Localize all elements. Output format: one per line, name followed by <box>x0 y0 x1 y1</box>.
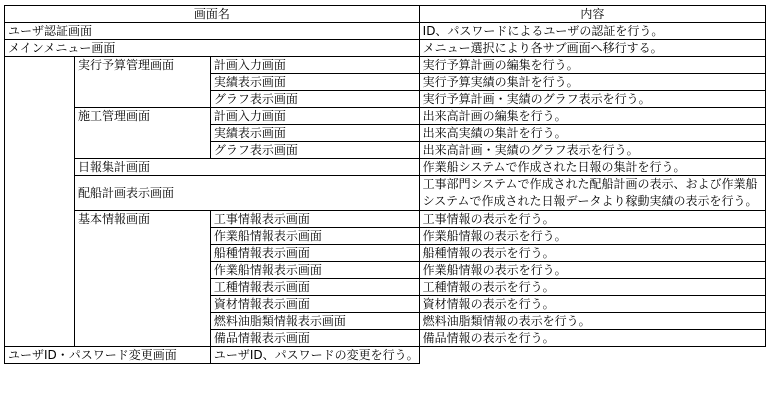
sub-screen-name-cell: グラフ表示画面 <box>210 91 419 108</box>
group-name-cell: 実行予算管理画面 <box>74 57 210 108</box>
group-name-cell: 基本情報画面 <box>74 211 210 347</box>
description-cell: 燃料油脂類情報の表示を行う。 <box>419 313 765 330</box>
table-row <box>5 23 766 40</box>
sub-screen-name-cell: 実績表示画面 <box>210 74 419 91</box>
description-cell: メニュー選択により各サブ画面へ移行する。 <box>419 40 765 57</box>
description-cell: 実行予算計画の編集を行う。 <box>419 57 765 74</box>
group-name-cell: ユーザID・パスワード変更画面 <box>5 347 211 364</box>
description-cell: 出来高実績の集計を行う。 <box>419 125 765 142</box>
description-cell: 作業船システムで作成された日報の集計を行う。 <box>419 159 765 176</box>
group-name-cell: 施工管理画面 <box>74 108 210 159</box>
description-cell: ID、パスワードによるユーザの認証を行う。 <box>419 23 765 40</box>
sub-screen-name-cell: 作業船情報表示画面 <box>210 228 419 245</box>
table-row <box>5 211 766 228</box>
screen-name-cell: メインメニュー画面 <box>5 40 420 57</box>
description-cell: 実行予算計画・実績のグラフ表示を行う。 <box>419 91 765 108</box>
description-cell: 実行予算実績の集計を行う。 <box>419 74 765 91</box>
description-cell: 出来高計画の編集を行う。 <box>419 108 765 125</box>
group-name-cell: 配船計画表示画面 <box>74 176 419 211</box>
description-cell: 備品情報の表示を行う。 <box>419 330 765 347</box>
header-screen-name: 画面名 <box>5 6 420 23</box>
sub-screen-name-cell: 資材情報表示画面 <box>210 296 419 313</box>
sub-screen-name-cell: グラフ表示画面 <box>210 142 419 159</box>
group-name-cell: 日報集計画面 <box>74 159 419 176</box>
description-cell: 資材情報の表示を行う。 <box>419 296 765 313</box>
sub-screen-name-cell: 備品情報表示画面 <box>210 330 419 347</box>
description-cell: 出来高計画・実績のグラフ表示を行う。 <box>419 142 765 159</box>
table-row <box>5 108 766 125</box>
sub-screen-name-cell: 計画入力画面 <box>210 57 419 74</box>
sub-screen-name-cell: 実績表示画面 <box>210 125 419 142</box>
screen-name-cell: ユーザ認証画面 <box>5 23 420 40</box>
description-cell: 工事情報の表示を行う。 <box>419 211 765 228</box>
sub-screen-name-cell: 工種情報表示画面 <box>210 279 419 296</box>
sub-screen-name-cell: 燃料油脂類情報表示画面 <box>210 313 419 330</box>
table-row <box>5 40 766 57</box>
description-cell: 作業船情報の表示を行う。 <box>419 228 765 245</box>
header-content: 内容 <box>419 6 765 23</box>
sub-screen-name-cell: 作業船情報表示画面 <box>210 262 419 279</box>
sub-screen-name-cell: 船種情報表示画面 <box>210 245 419 262</box>
indent-cell <box>5 57 75 347</box>
sub-screen-name-cell: 工事情報表示画面 <box>210 211 419 228</box>
description-cell: 作業船情報の表示を行う。 <box>419 262 765 279</box>
description-cell: 工種情報の表示を行う。 <box>419 279 765 296</box>
screen-list-table <box>4 5 766 364</box>
description-cell: 船種情報の表示を行う。 <box>419 245 765 262</box>
table-row <box>5 347 766 364</box>
header-row <box>5 6 766 23</box>
table-row <box>5 176 766 211</box>
description-cell: ユーザID、パスワードの変更を行う。 <box>210 347 419 364</box>
sub-screen-name-cell: 計画入力画面 <box>210 108 419 125</box>
table-row <box>5 159 766 176</box>
table-row <box>5 57 766 74</box>
description-cell: 工事部門システムで作成された配船計画の表示、および作業船システムで作成された日報データより稼動実績の表示を行う。 <box>419 176 765 211</box>
